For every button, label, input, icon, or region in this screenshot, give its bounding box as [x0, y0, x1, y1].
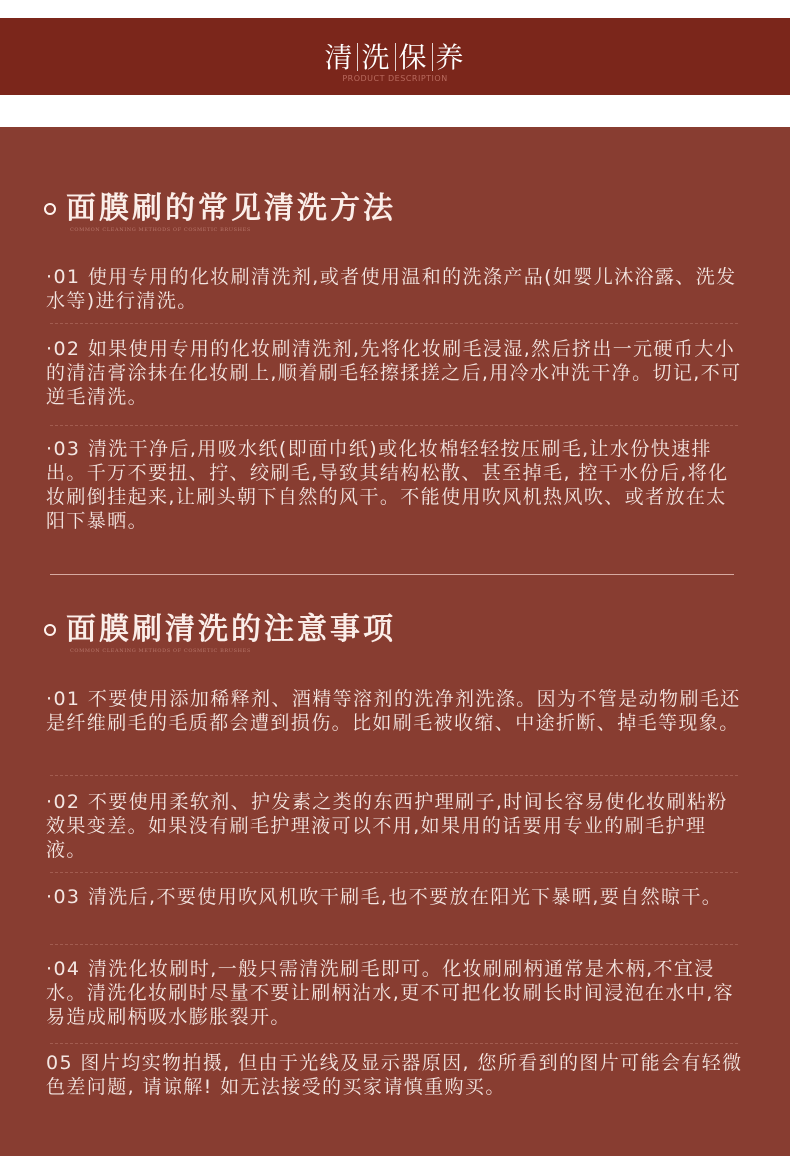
- banner-subtitle: PRODUCT DESCRIPTION: [342, 74, 448, 83]
- precaution-item-05: 05 图片均实物拍摄, 但由于光线及显示器原因, 您所看到的图片可能会有轻微色差问题, 请谅解! 如无法接受的买家请慎重购买。: [46, 1052, 743, 1098]
- section-divider: [50, 574, 734, 575]
- content-panel: [0, 127, 790, 1156]
- banner-separator: [357, 43, 358, 71]
- bullet-circle-icon: [44, 624, 56, 636]
- dashed-divider: [50, 775, 738, 776]
- dashed-divider: [50, 872, 738, 873]
- section-subtitle: COMMON CLEANING METHODS OF COSMETIC BRUSHES: [70, 227, 251, 233]
- banner-title-char: 清: [324, 41, 355, 74]
- precaution-item-01: ·01 不要使用添加稀释剂、酒精等溶剂的洗净剂洗涤。因为不管是动物刷毛还是纤维刷毛的毛质都会遭到损伤。比如刷毛被收缩、中途折断、掉毛等现象。: [46, 688, 741, 734]
- banner-separator: [395, 43, 396, 71]
- dashed-divider: [50, 425, 738, 426]
- dashed-divider: [50, 1043, 738, 1044]
- section-title: 面膜刷的常见清洗方法: [66, 191, 396, 226]
- banner-separator: [432, 43, 433, 71]
- dashed-divider: [50, 944, 738, 945]
- method-item-02: ·02 如果使用专用的化妆刷清洗剂,先将化妆刷毛浸湿,然后挤出一元硬币大小的清洁膏涂抹在化妆刷上,顺着刷毛轻擦揉搓之后,用冷水冲洗干净。切记,不可逆毛清洗。: [46, 338, 742, 408]
- section-subtitle: COMMON CLEANING METHODS OF COSMETIC BRUSHES: [70, 648, 251, 654]
- banner-title-char: 保: [398, 41, 429, 74]
- precaution-item-04: ·04 清洗化妆刷时,一般只需清洗刷毛即可。化妆刷刷柄通常是木柄,不宜浸水。清洗化妆刷时尽量不要让刷柄沾水,更不可把化妆刷长时间浸泡在水中,容易造成刷柄吸水膨胀裂开。: [46, 958, 735, 1028]
- bullet-circle-icon: [44, 203, 56, 215]
- method-item-01: ·01 使用专用的化妆刷清洗剂,或者使用温和的洗涤产品(如婴儿沐浴露、洗发水等)进行清洗。: [46, 266, 737, 312]
- method-item-03: ·03 清洗干净后,用吸水纸(即面巾纸)或化妆棉轻轻按压刷毛,让水份快速排出。千万不要扭、拧、绞刷毛,导致其结构松散、甚至掉毛, 控干水份后,将化妆刷倒挂起来,让刷头朝下自然的风干。不能使用吹风机热风吹、或者放在太阳下暴晒。: [46, 438, 729, 532]
- banner-title-char: 养: [435, 41, 466, 74]
- precaution-item-03: ·03 清洗后,不要使用吹风机吹干刷毛,也不要放在阳光下暴晒,要自然晾干。: [46, 886, 723, 908]
- section-title: 面膜刷清洗的注意事项: [66, 612, 396, 647]
- banner-title-char: 洗: [361, 41, 392, 74]
- dashed-divider: [50, 323, 738, 324]
- banner-title: [0, 36, 790, 76]
- top-banner: [0, 18, 790, 95]
- precaution-item-02: ·02 不要使用柔软剂、护发素之类的东西护理刷子,时间长容易使化妆刷粘粉效果变差。如果没有刷毛护理液可以不用,如果用的话要用专业的刷毛护理液。: [46, 791, 728, 861]
